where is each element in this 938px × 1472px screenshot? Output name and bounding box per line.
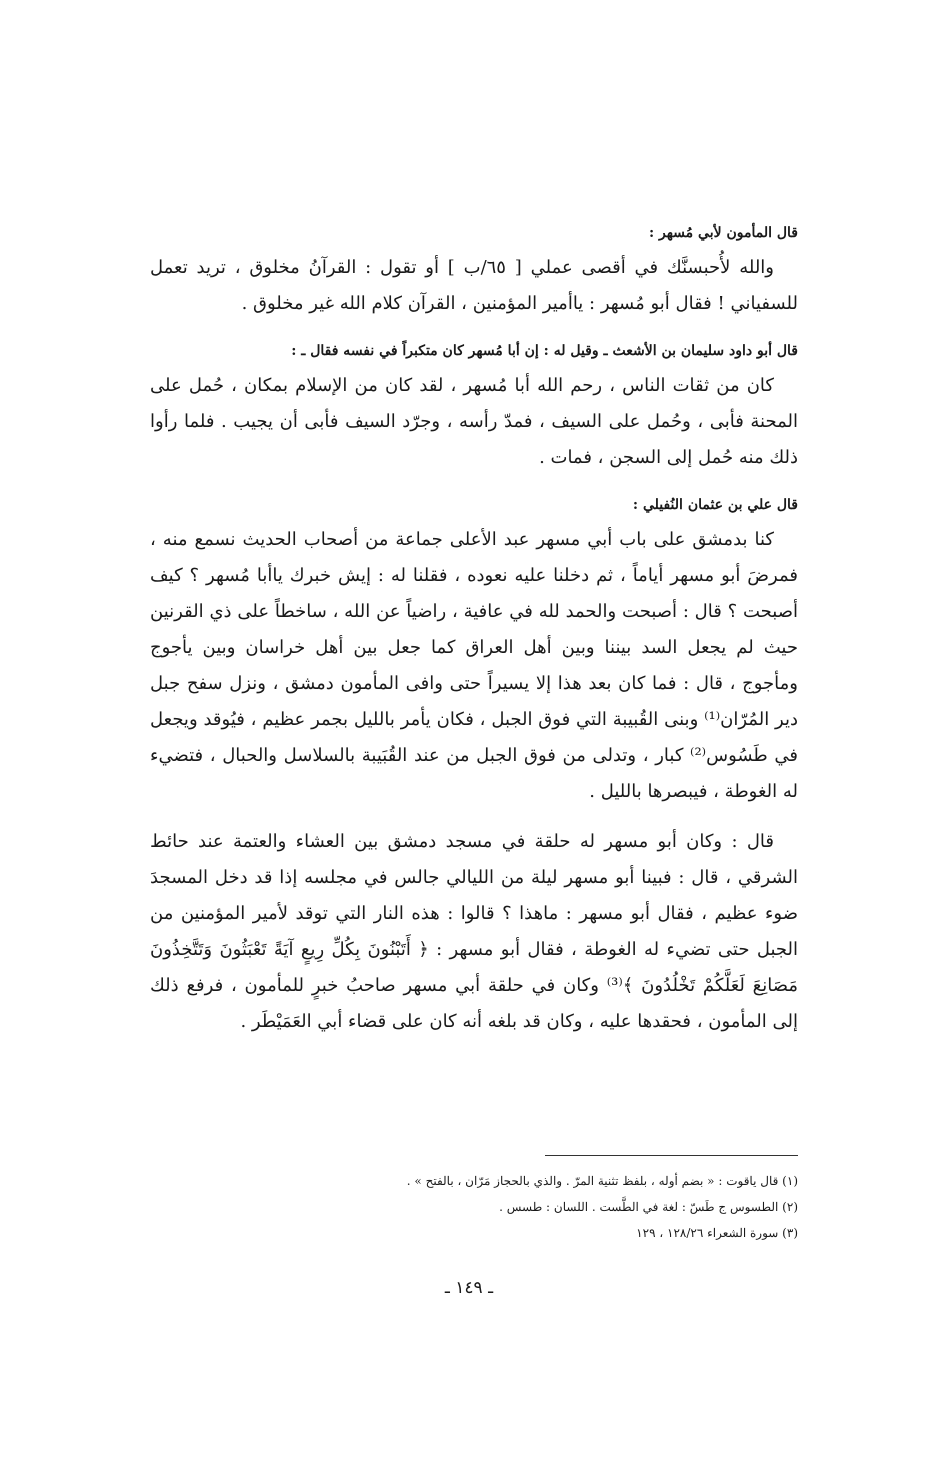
paragraph-mamun: والله لأُحبسنَّك في أقصى عملي [ ٦٥/ب ] أو تقول : القرآنُ مخلوق ، تريد تعمل للسفياني ! فقال أبو مُسهر : ياأمير المؤمنين ، القرآن كلام الله غير مخلوق .: [150, 257, 798, 314]
footnote-1: (١) قال ياقوت : « بضم أوله ، بلفظ تثنية المرّ . والذي بالحجاز مَرّان ، بالفتح » .: [406, 1174, 798, 1188]
section-heading-mamun: قال المأمون لأبي مُسهر :: [648, 225, 798, 241]
footnote-2: (٢) الطسوس ج طَسّ : لغة في الطَّست . اللسان : طسس .: [499, 1200, 798, 1214]
footnote-divider: [545, 1155, 798, 1156]
footnote-3: (٣) سورة الشعراء ١٢٨/٢٦ ، ١٢٩: [636, 1226, 798, 1240]
page-number: ـ ١٤٩ ـ: [444, 1278, 494, 1298]
footnotes: [300, 1168, 798, 1246]
paragraph-nufaili-2: قال : وكان أبو مسهر له حلقة في مسجد دمشق بين العشاء والعتمة عند حائط الشرقي ، قال : فبينا أبو مسهر ليلة من الليالي جالس في مجلسه إذا قد دخل المسجدَ ضوء عظيم ، فقال أبو مسهر : ماهذا ؟ قالوا : هذه النار التي توقد لأمير المؤمنين من الجبل حتى تضيء له الغوطة ، فقال أبو مسهر : ﴿ أَتَبْنُونَ بِكُلِّ رِيعٍ آيَةً تَعْبَثُونَ وَتَتَّخِذُونَ مَصَانِعَ لَعَلَّكُمْ تَخْلُدُونَ ﴾⁽³⁾ وكان في حلقة أبي مسهر صاحبُ خبرٍ للمأمون ، فرفع ذلك إلى المأمون ، فحقدها عليه ، وكان قد بلغه أنه كان على قضاء أبي العَمَيْطَر .: [150, 831, 799, 1032]
section-heading-nufaili: قال علي بن عثمان النُفيلي :: [632, 497, 798, 513]
main-text: [150, 222, 798, 1040]
paragraph-nufaili-1: كنا بدمشق على باب أبي مسهر عبد الأعلى جماعة من أصحاب الحديث نسمع منه ، فمرضَ أبو مسهر أياماً ، ثم دخلنا عليه نعوده ، فقلنا له : إيش خبرك ياأبا مُسهر ؟ كيف أصبحت ؟ قال : أصبحت والحمد لله في عافية ، راضياً عن الله ، ساخطاً على ذي القرنين حيث لم يجعل السد بيننا وبين أهل العراق كما جعل بين أهل خراسان وبين يأجوج ومأجوج ، قال : فما كان بعد هذا إلا يسيراً حتى وافى المأمون دمشق ، ونزل سفح جبل دير المُرّان⁽¹⁾ وبنى القُبيبة التي فوق الجبل ، فكان يأمر بالليل بجمر عظيم ، فيُوقد ويجعل في طَسُوس⁽²⁾ كبار ، وتدلى من فوق الجبل من عند القُبَيبة بالسلاسل والحبال ، فتضيء له الغوطة ، فيبصرها بالليل .: [150, 529, 798, 802]
section-heading-abu-dawud: قال أبو داود سليمان بن الأشعث ـ وقيل له : إن أبا مُسهر كان متكبراً في نفسه فقال ـ :: [291, 343, 798, 359]
paragraph-abu-dawud: كان من ثقات الناس ، رحم الله أبا مُسهر ، لقد كان من الإسلام بمكان ، حُمل على المحنة فأبى ، وحُمل على السيف ، فمدّ رأسه ، وجرّد السيف فأبى أن يجيب . فلما رأوا ذلك منه حُمل إلى السجن ، فمات .: [150, 375, 798, 468]
